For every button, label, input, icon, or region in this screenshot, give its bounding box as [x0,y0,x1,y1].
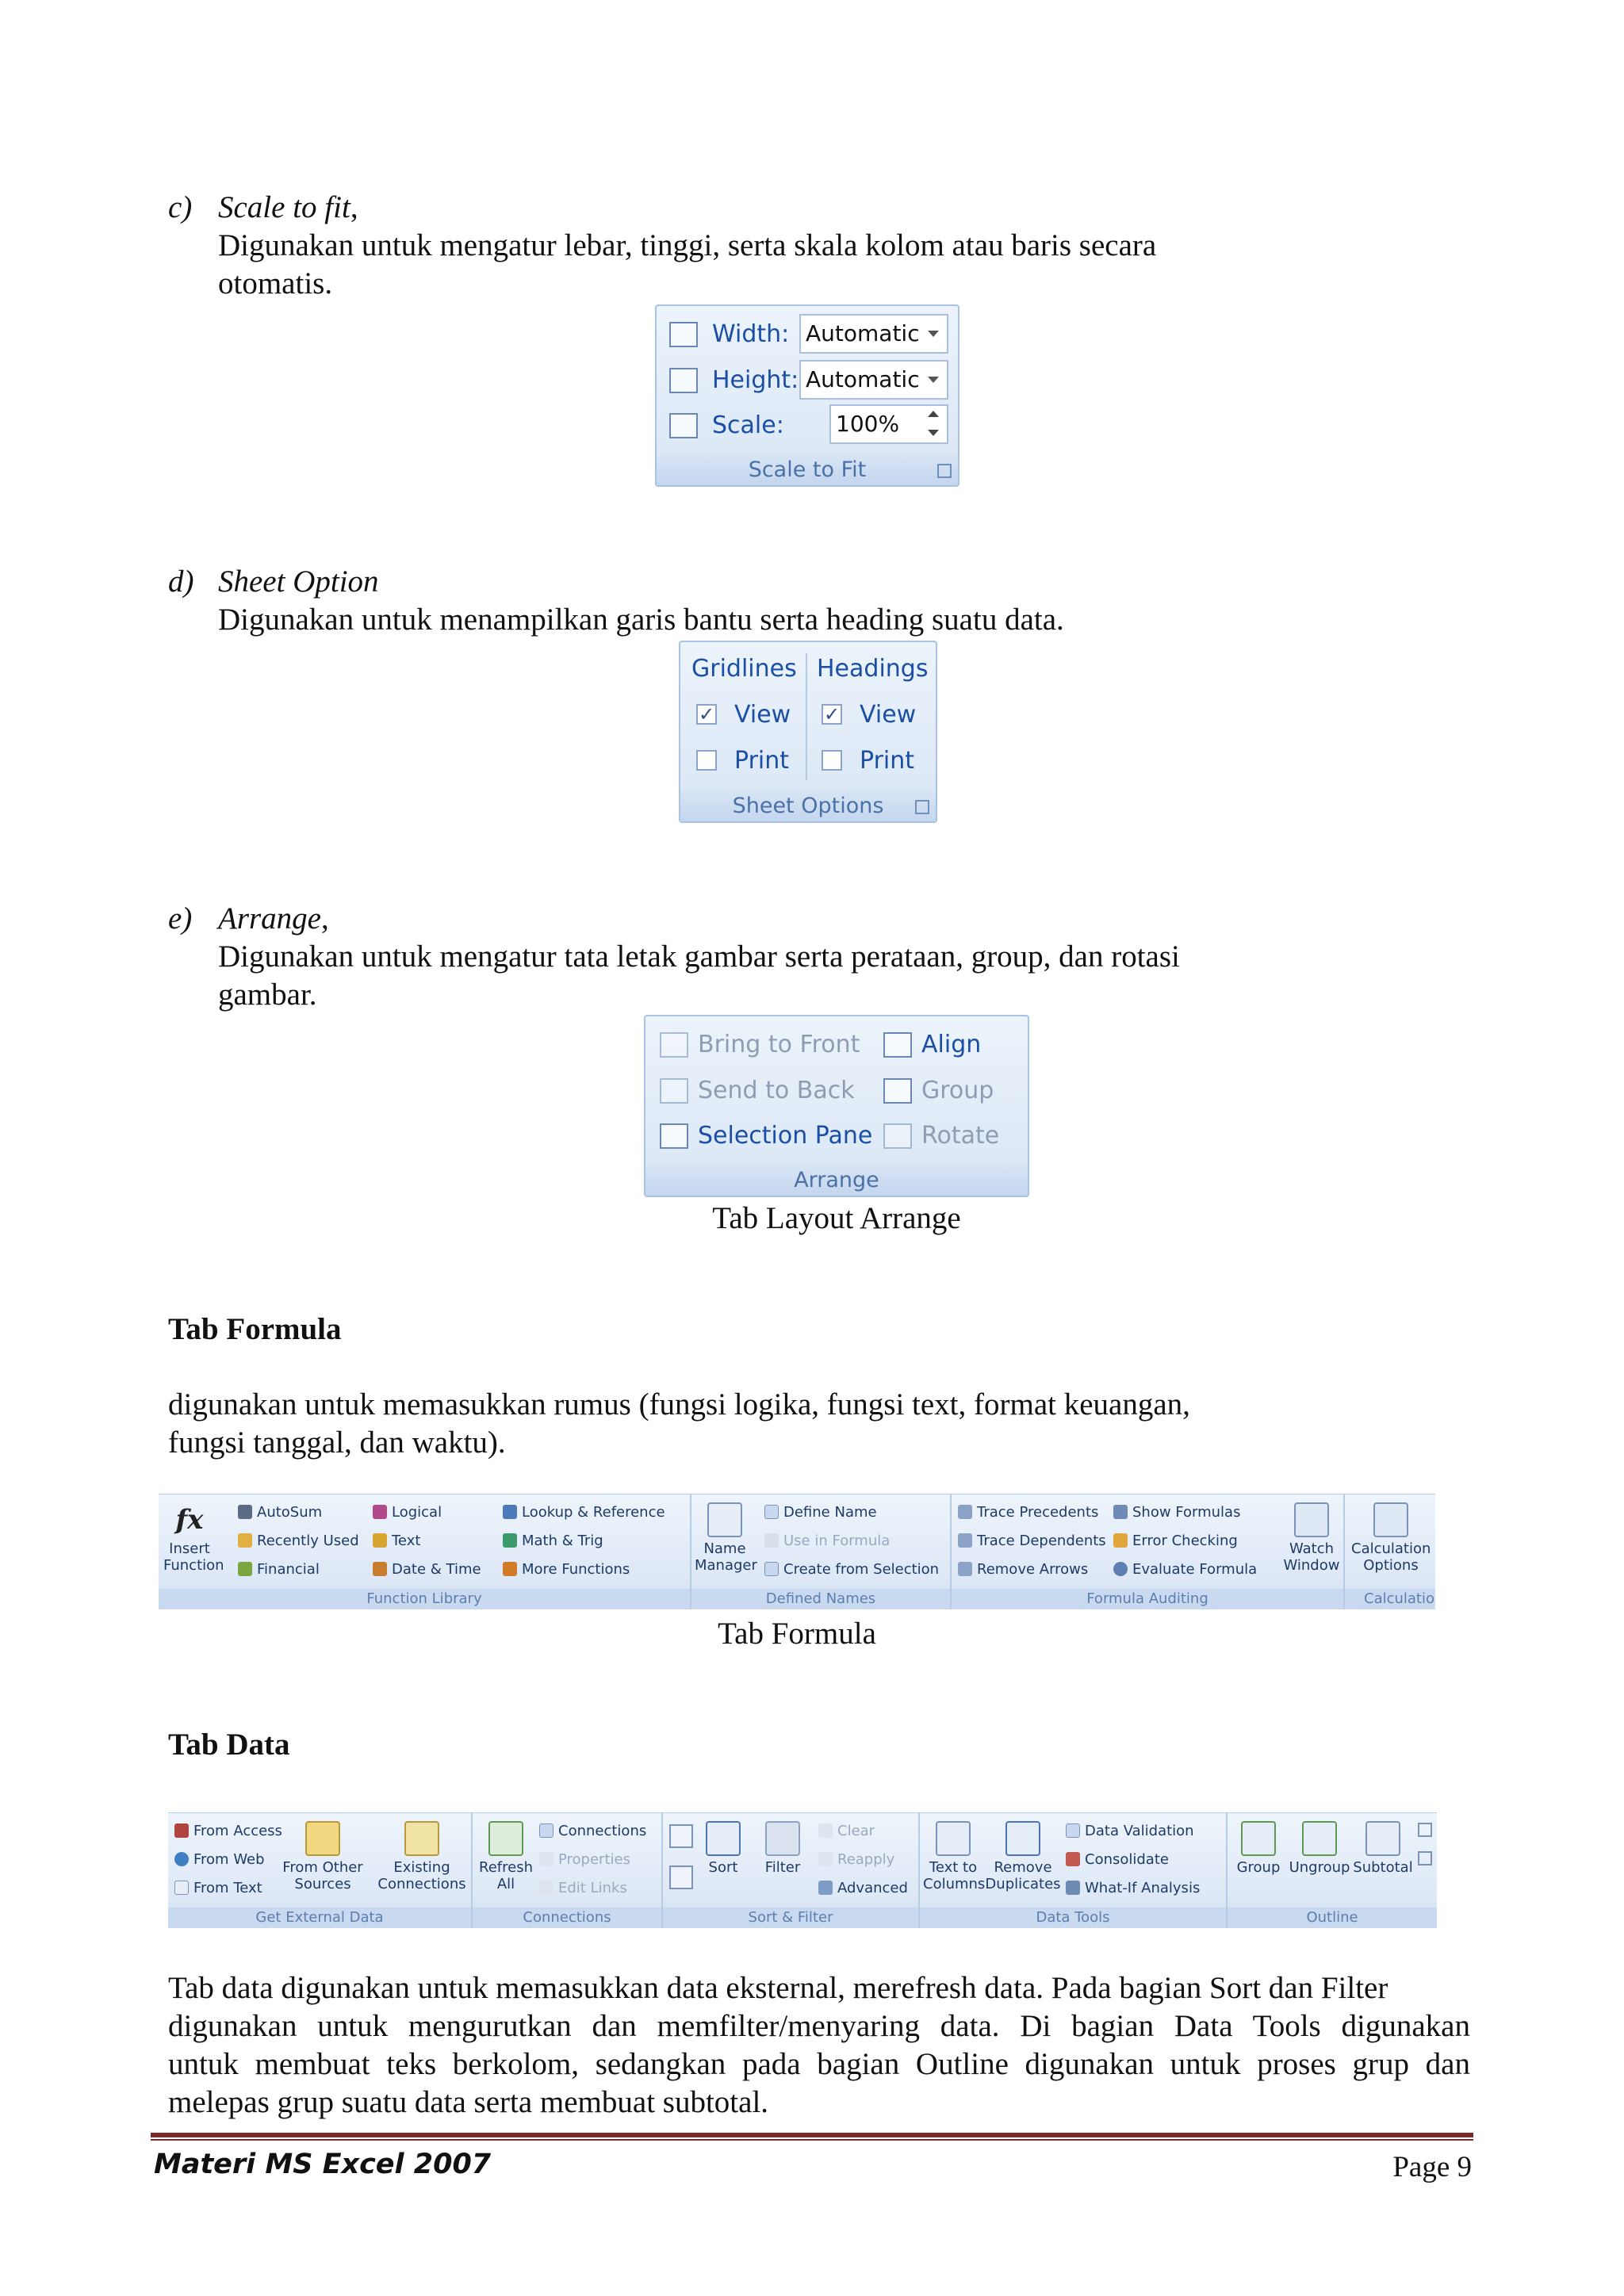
error-checking-button[interactable]: Error Checking [1113,1533,1238,1549]
from-access-button[interactable]: From Access [174,1823,282,1839]
item-d-letter: d) [168,564,194,599]
formula-body-2: fungsi tanggal, dan waktu). [168,1425,506,1460]
align-button[interactable]: Align [921,1031,982,1058]
calculator-icon [1373,1502,1408,1537]
book-icon [238,1562,252,1576]
item-e-body-2: gambar. [218,978,317,1012]
outline-section [1228,1813,1437,1928]
sort-filter-section [663,1813,920,1928]
group-button[interactable]: Group [1231,1821,1286,1876]
item-e-letter: e) [168,901,193,936]
binoculars-icon [1294,1502,1329,1537]
evaluate-formula-button[interactable]: Evaluate Formula [1113,1561,1257,1578]
from-text-button[interactable]: From Text [174,1880,262,1896]
trace-precedents-button[interactable]: Trace Precedents [958,1504,1098,1521]
width-icon [669,322,698,347]
define-name-button[interactable]: Define Name [764,1504,877,1521]
filter-button[interactable]: Filter [755,1821,810,1876]
name-manager-button[interactable]: Name Manager [695,1502,755,1574]
send-to-back-icon [660,1078,688,1104]
gridlines-print-checkbox[interactable] [696,750,717,771]
send-to-back-button[interactable]: Send to Back [698,1077,855,1104]
sort-filter-label: Sort & Filter [663,1908,918,1928]
sort-ascending-icon[interactable] [669,1824,693,1848]
defined-names-section [691,1494,952,1609]
width-dropdown[interactable]: Automatic [799,314,948,354]
book-icon [373,1562,387,1576]
from-other-sources-button[interactable]: From Other Sources [279,1821,366,1892]
remove-duplicates-button[interactable]: Remove Duplicates [985,1821,1061,1892]
headings-view-checkbox[interactable]: ✓ [822,704,842,725]
sort-descending-icon[interactable] [669,1866,693,1889]
selection-pane-button[interactable]: Selection Pane [698,1122,873,1150]
data-tools-section [920,1813,1228,1928]
funnel-icon [765,1821,800,1856]
dialog-launcher-icon[interactable] [915,800,929,814]
properties-icon [539,1852,553,1866]
headings-print-checkbox[interactable] [822,750,842,771]
data-ribbon [168,1812,1437,1928]
evaluate-icon [1113,1562,1128,1576]
date-time-button[interactable]: Date & Time [373,1561,481,1578]
arrow-icon [958,1505,972,1519]
chevron-down-icon [928,377,939,383]
validation-icon [1066,1823,1080,1838]
gridlines-print-label: Print [734,747,790,775]
subtotal-button[interactable]: Subtotal [1353,1821,1413,1876]
fx-icon [764,1533,779,1548]
star-icon [238,1533,252,1548]
footer-rule [151,2133,1473,2137]
use-in-formula-button[interactable]: Use in Formula [764,1533,890,1549]
folder-icon [404,1821,439,1856]
eraser-icon [958,1562,972,1576]
item-c-letter: c) [168,190,193,224]
headings-view-label: View [860,701,917,729]
sigma-icon [238,1505,252,1519]
gridlines-view-checkbox[interactable]: ✓ [696,704,717,725]
calculation-section [1345,1494,1435,1609]
get-external-data-label: Get External Data [168,1908,471,1928]
from-web-button[interactable]: From Web [174,1851,265,1868]
book-icon [503,1505,517,1519]
rotate-button[interactable]: Rotate [921,1122,1000,1150]
book-icon [373,1505,387,1519]
text-file-icon [174,1881,189,1895]
formula-body-1: digunakan untuk memasukkan rumus (fungsi logika, fungsi text, format keuangan, [168,1387,1190,1422]
insert-function-button[interactable]: fx Insert Function [163,1504,224,1574]
duplicates-icon [1005,1821,1040,1856]
data-body-4: melepas grup suatu data serta membuat subtotal. [168,2085,769,2119]
get-external-data-section [168,1813,473,1928]
autosum-button[interactable]: AutoSum [238,1504,322,1521]
scale-to-fit-group [655,304,959,487]
data-body-3: untuk membuat teks berkolom, sedangkan pada bagian Outline digunakan untuk proses grup dan [168,2047,1470,2081]
sheet-options-group-label: Sheet Options [680,791,936,821]
bring-to-front-button[interactable]: Bring to Front [698,1031,860,1058]
refresh-icon [488,1821,523,1856]
item-d-title: Sheet Option [218,564,379,599]
connections-label: Connections [473,1908,661,1928]
globe-icon [174,1852,189,1866]
tag-icon [764,1505,779,1519]
math-trig-button[interactable]: Math & Trig [503,1533,603,1549]
arrange-group [644,1015,1029,1197]
show-formulas-button[interactable]: Show Formulas [1113,1504,1240,1521]
ungroup-button[interactable]: Ungroup [1286,1821,1353,1876]
arrange-group-label: Arrange [645,1165,1028,1196]
consolidate-icon [1066,1852,1080,1866]
function-library-section [159,1494,691,1609]
recently-used-button[interactable]: Recently Used [238,1533,359,1549]
formula-ribbon [159,1494,1435,1609]
chevron-down-icon [928,331,939,337]
ungroup-icon [1302,1821,1337,1856]
group-button[interactable]: Group [921,1077,994,1104]
scale-to-fit-group-label: Scale to Fit [657,455,958,485]
remove-arrows-button[interactable]: Remove Arrows [958,1561,1088,1578]
book-icon [373,1533,387,1548]
warning-icon [1113,1533,1128,1548]
item-e-body-1: Digunakan untuk mengatur tata letak gambar serta perataan, group, dan rotasi [218,939,1180,974]
item-d-body-1: Digunakan untuk menampilkan garis bantu serta heading suatu data. [218,603,1064,637]
item-c-body-1: Digunakan untuk mengatur lebar, tinggi, serta skala kolom atau baris secara [218,228,1157,262]
calculation-options-button[interactable]: Calculation Options [1351,1502,1431,1574]
item-c-body-2: otomatis. [218,266,333,300]
watch-window-button[interactable]: Watch Window [1280,1502,1343,1574]
formula-auditing-section [952,1494,1345,1609]
item-c-title: Scale to fit, [218,190,358,224]
data-body-1: Tab data digunakan untuk memasukkan data eksternal, merefresh data. Pada bagian Sort dan Filter [168,1971,1388,2005]
footer-title: Materi MS Excel 2007 [154,2149,492,2180]
spin-down-icon[interactable] [928,430,939,436]
reapply-icon [818,1852,833,1866]
text-to-columns-button[interactable]: Text to Columns [923,1821,983,1892]
link-icon [539,1823,553,1838]
align-icon [883,1032,912,1058]
financial-button[interactable]: Financial [238,1561,320,1578]
gridlines-label: Gridlines [691,655,797,683]
group-icon [883,1078,912,1104]
scale-label: Scale: [712,411,784,439]
book-icon [503,1562,517,1576]
grid-icon [764,1562,779,1576]
connections-section [473,1813,663,1928]
gridlines-view-label: View [734,701,791,729]
width-label: Width: [712,320,790,348]
rotate-icon [883,1123,912,1149]
chain-icon [539,1881,553,1895]
subtotal-icon [1365,1821,1400,1856]
sort-icon [706,1821,741,1856]
show-detail-icon[interactable] [1418,1823,1432,1837]
scale-spinner[interactable]: 100% [829,404,948,444]
item-e-title: Arrange, [218,901,329,936]
data-validation-button[interactable]: Data Validation [1066,1823,1194,1839]
calculation-label: Calculatio [1345,1589,1435,1609]
name-manager-icon [707,1502,742,1537]
data-heading: Tab Data [168,1728,290,1762]
outline-label: Outline [1228,1908,1437,1928]
clear-button[interactable]: Clear [818,1823,875,1839]
function-library-label: Function Library [159,1589,690,1609]
headings-label: Headings [817,655,929,683]
spin-up-icon[interactable] [928,411,939,417]
what-if-analysis-button[interactable]: What-If Analysis [1066,1880,1200,1896]
database-icon [305,1821,340,1856]
group-icon [1241,1821,1276,1856]
connections-button[interactable]: Connections [539,1823,646,1839]
text-button[interactable]: Text [373,1533,420,1549]
consolidate-button[interactable]: Consolidate [1066,1851,1169,1868]
dialog-launcher-icon[interactable] [937,464,952,478]
advanced-button[interactable]: Advanced [818,1880,908,1896]
logical-button[interactable]: Logical [373,1504,442,1521]
selection-pane-icon [660,1123,688,1149]
defined-names-label: Defined Names [691,1589,950,1609]
edit-links-button[interactable]: Edit Links [539,1880,627,1896]
divider [806,653,807,780]
book-icon [503,1533,517,1548]
formula-heading: Tab Formula [168,1312,342,1346]
access-icon [174,1823,189,1838]
existing-connections-button[interactable]: Existing Connections [376,1821,468,1892]
trace-dependents-button[interactable]: Trace Dependents [958,1533,1106,1549]
what-if-icon [1066,1881,1080,1895]
data-body-2: digunakan untuk mengurutkan dan memfilter/menyaring data. Di bagian Data Tools digunakan [168,2009,1470,2043]
data-tools-label: Data Tools [920,1908,1226,1928]
footer-rule-thin [151,2139,1473,2141]
hide-detail-icon[interactable] [1418,1851,1432,1866]
create-from-selection-button[interactable]: Create from Selection [764,1561,939,1578]
sheet-options-group [679,641,937,823]
height-label: Height: [712,366,799,394]
fx-icon: fx [175,1504,204,1536]
scale-icon [669,413,698,438]
reapply-button[interactable]: Reapply [818,1851,894,1868]
headings-print-label: Print [860,747,915,775]
bring-to-front-icon [660,1032,688,1058]
sort-button[interactable]: Sort [699,1821,747,1876]
formula-icon [1113,1505,1128,1519]
page-number: Page 9 [1392,2151,1472,2183]
arrange-caption: Tab Layout Arrange [712,1201,961,1235]
refresh-all-button[interactable]: Refresh All [476,1821,536,1892]
height-icon [669,368,698,393]
columns-icon [936,1821,971,1856]
arrow-icon [958,1533,972,1548]
clear-icon [818,1823,833,1838]
properties-button[interactable]: Properties [539,1851,630,1868]
more-functions-button[interactable]: More Functions [503,1561,630,1578]
advanced-filter-icon [818,1881,833,1895]
formula-auditing-label: Formula Auditing [952,1589,1343,1609]
formula-caption: Tab Formula [718,1617,876,1651]
height-dropdown[interactable]: Automatic [799,360,948,400]
lookup-reference-button[interactable]: Lookup & Reference [503,1504,665,1521]
